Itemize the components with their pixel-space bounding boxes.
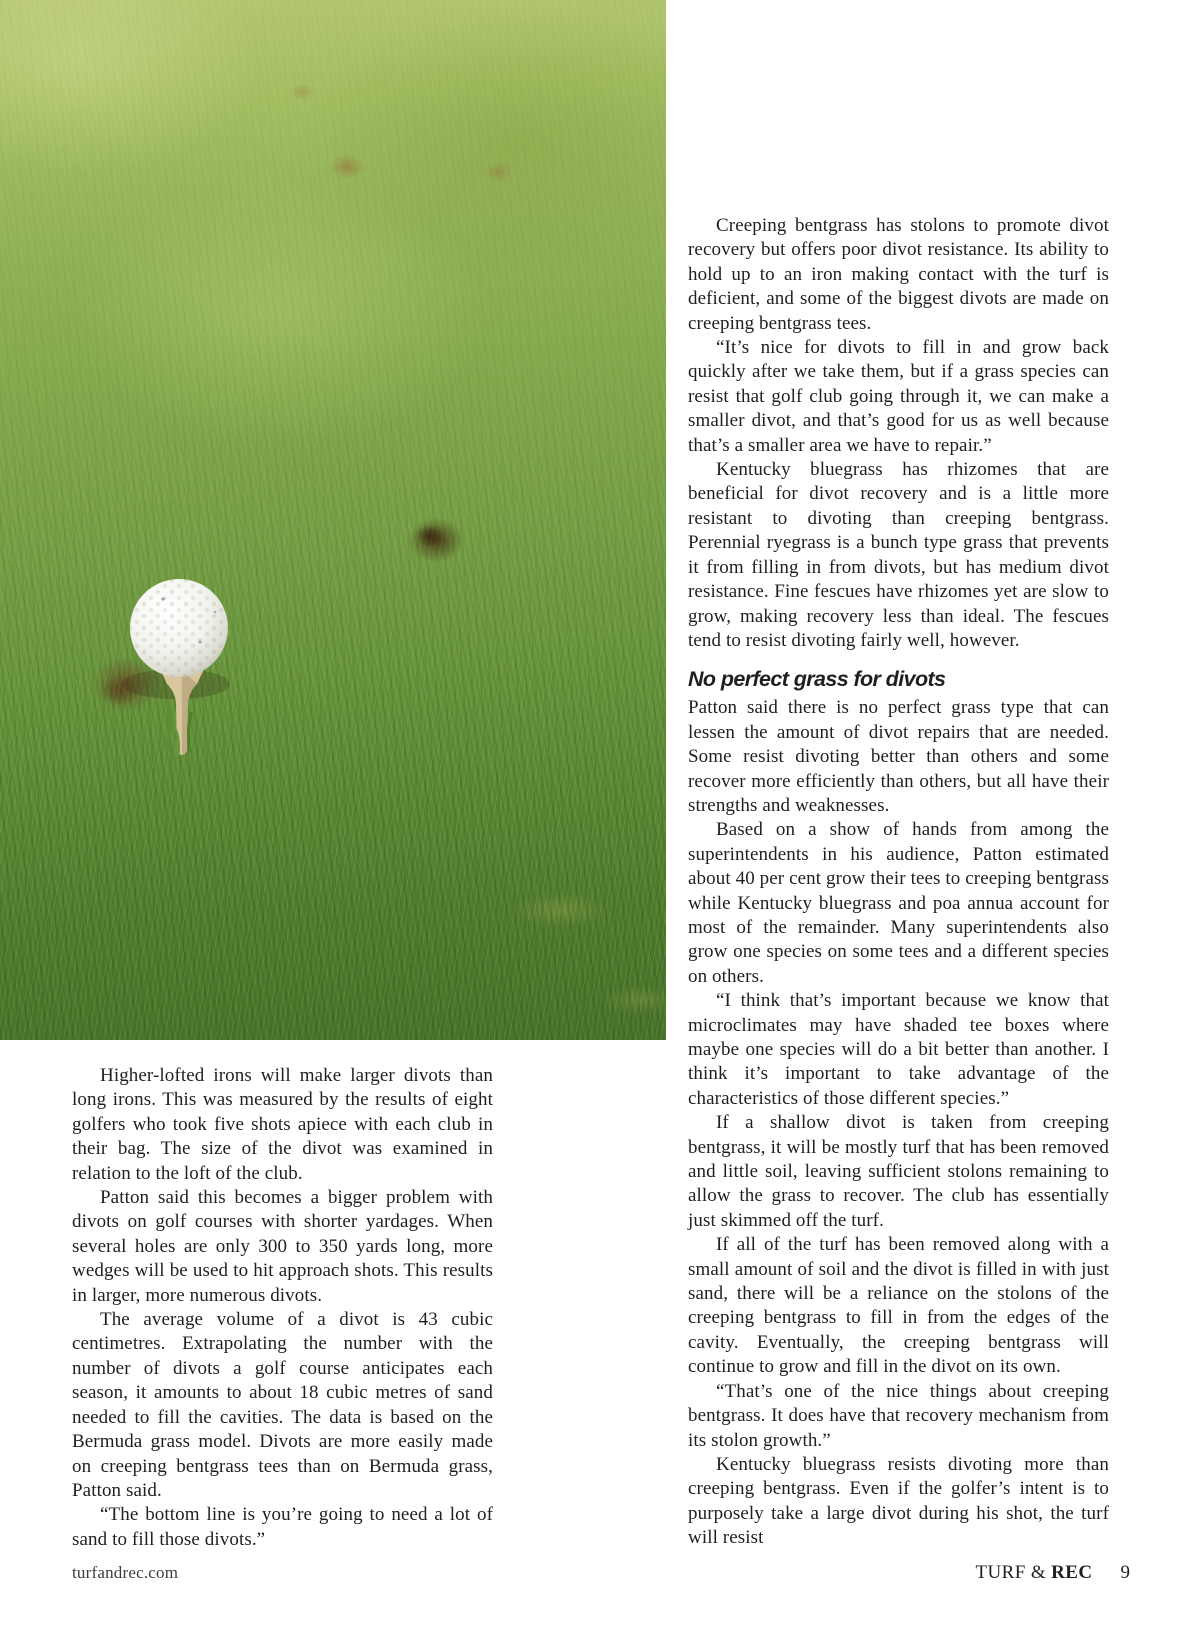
page-footer <box>72 1562 1130 1584</box>
body-paragraph: The average volume of a divot is 43 cubic centimetres. Extrapolating the number with the number of divots a golf course anticipates each season, it amounts to about 18 cubic metres of sand needed to fill the cavities. The data is based on the Bermuda grass model. Divots are more easily made on creeping bentgrass tees than on Bermuda grass, Patton said. <box>72 1309 493 1501</box>
footer-brand-block <box>976 1562 1130 1584</box>
brand-regular: TURF & <box>975 1562 1052 1583</box>
body-paragraph: “It’s nice for divots to fill in and grow back quickly after we take them, but if a grass species can resist that golf club going through it, we can make a smaller divot, and that’s good for us as well because that’s a smaller area we have to repair.” <box>688 337 1109 456</box>
body-paragraph: Kentucky bluegrass resists divoting more than creeping bentgrass. Even if the golfer’s intent is to purposely take a large divot during his shot, the turf will resist <box>688 1453 1109 1549</box>
body-paragraph: Patton said there is no perfect grass type that can lessen the amount of divot repairs that are needed. Some resist divoting better than others and some recover more efficiently than others, but all have their strengths and weaknesses. <box>688 697 1109 816</box>
grass-blade <box>166 704 171 748</box>
body-paragraph: Higher-lofted irons will make larger divots than long irons. This was measured by the results of eight golfers who took five shots apiece with each club in their bag. The size of the divot was examined in relation to the loft of the club. <box>72 1065 493 1184</box>
body-paragraph: “That’s one of the nice things about creeping bentgrass. It does have that recovery mechanism from its stolon growth.” <box>688 1380 1109 1451</box>
magazine-brand <box>976 1562 1093 1584</box>
golf-ball-tee-illustration <box>0 0 666 1040</box>
left-text-column <box>72 1064 493 1552</box>
footer-website-url: turfandrec.com <box>72 1563 179 1582</box>
body-paragraph: “I think that’s important because we know that microclimates may have shaded tee boxes where maybe one species will do a bit better than another. I think it’s important to take advantage of the characteristics of those different species.” <box>688 990 1109 1109</box>
ball-speck <box>214 611 217 614</box>
body-paragraph: “The bottom line is you’re going to need a lot of sand to fill those divots.” <box>72 1504 493 1550</box>
golf-ball-dimples <box>130 579 228 677</box>
body-paragraph: Creeping bentgrass has stolons to promote divot recovery but offers poor divot resistance. Its ability to hold up to an iron making contact with the turf is deficient, and some of the biggest divots are made on creeping bentgrass tees. <box>688 215 1109 334</box>
body-paragraph: Kentucky bluegrass has rhizomes that are beneficial for divot recovery and is a little more resistant to divoting than creeping bentgrass. Perennial ryegrass is a bunch type grass that prevents it from filling in from divots, but has medium divot resistance. Fine fescues have rhizomes yet are slow to grow, making recovery less than ideal. The fescues tend to resist divoting fairly well, however. <box>688 459 1109 651</box>
golf-ball-photo <box>0 0 666 1040</box>
ball-speck <box>199 641 202 644</box>
ball-speck <box>161 597 164 600</box>
brand-bold: REC <box>1051 1562 1093 1583</box>
right-text-column <box>688 214 1109 1551</box>
page-number: 9 <box>1120 1562 1130 1583</box>
grass-blade <box>188 712 192 752</box>
body-paragraph: If all of the turf has been removed along with a small amount of soil and the divot is filled in with just sand, there will be a reliance on the stolons of the creeping bentgrass to fill in from the edges of the cavity. Eventually, the creeping bentgrass will continue to grow and fill in the divot on its own. <box>688 1234 1109 1378</box>
section-heading: No perfect grass for divots <box>688 667 946 692</box>
body-paragraph: Patton said this becomes a bigger problem with divots on golf courses with shorter yardages. When several holes are only 300 to 350 yards long, more wedges will be used to hit approach shots. This results in larger, more numerous divots. <box>72 1187 493 1306</box>
body-paragraph: If a shallow divot is taken from creeping bentgrass, it will be mostly turf that has been removed and little soil, leaving sufficient stolons remaining to allow the grass to recover. The club has essentially just skimmed off the turf. <box>688 1112 1109 1231</box>
body-paragraph: Based on a show of hands from among the superintendents in his audience, Patton estimated about 40 per cent grow their tees to creeping bentgrass while Kentucky bluegrass and poa annua account for most of the remainder. Many superintendents also grow one species on some tees and a different species on others. <box>688 819 1109 987</box>
